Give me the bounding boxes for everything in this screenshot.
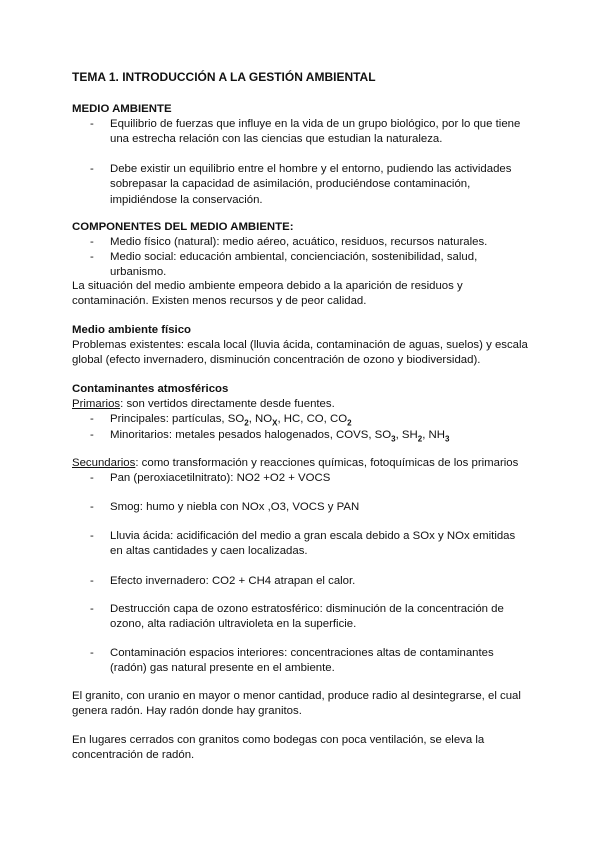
list-item [90,428,530,443]
bullet-dash: - [90,163,94,175]
paragraph-secundarios [72,456,532,471]
paragraph-medio-fisico: Problemas existentes: escala local (lluvia ácida, contaminación de aguas, suelos) y escala global (efecto invernadero, disminución concentración de ozono y biodiversidad). [72,339,528,367]
list-item [90,412,530,427]
paragraph-primarios [72,397,532,412]
list-item-text: Pan (peroxiacetilnitrato): NO2 +O2 + VOCS [110,472,331,484]
bullet-dash: - [90,118,94,130]
bullet-dash: - [90,251,94,263]
list-item [90,646,530,677]
list-item [90,235,530,250]
list-item-text: Lluvia ácida: acidificación del medio a gran escala debido a SOx y NOx emitidas en altas cantidades y caen localizadas. [110,530,516,558]
bullet-dash: - [90,575,94,587]
list-item-text: Medio físico (natural): medio aéreo, acuático, residuos, recursos naturales. [110,236,488,248]
list-item-text: Debe existir un equilibrio entre el hombre y el entorno, pudiendo las actividades sobrepasar la capacidad de asimilación, produciéndose contaminación, impidiéndose la conservación. [110,163,512,206]
primarios-label: Primarios [72,398,121,410]
list-item [90,574,530,589]
list-item [90,117,530,148]
list-item-text: Principales: partículas, $SO_2$, $NO_X$, HC, CO, $CO_2$ [110,413,352,428]
bullet-dash: - [90,647,94,659]
bullet-dash: - [90,413,94,425]
bullet-dash: - [90,429,94,441]
list-item [90,250,530,281]
list-item [90,500,530,515]
bullet-dash: - [90,236,94,248]
list-item-text: Contaminación espacios interiores: concentraciones altas de contaminantes (radón) gas natural presente en el ambiente. [110,647,494,675]
paragraph-lugares: En lugares cerrados con granitos como bodegas con poca ventilación, se eleva la concentración de radón. [72,734,485,762]
list-item-text: Smog: humo y niebla con NOx ,O3, VOCS y PAN [110,501,360,513]
document-title: TEMA 1. INTRODUCCIÓN A LA GESTIÓN AMBIENTAL [72,70,376,84]
bullet-dash: - [90,501,94,513]
paragraph-granito: El granito, con uranio en mayor o menor cantidad, produce radio al desintegrarse, el cual genera radón. Hay radón donde hay granitos. [72,690,521,718]
heading-medio-fisico: Medio ambiente físico [72,324,191,336]
list-item [90,602,530,633]
heading-medio-ambiente: MEDIO AMBIENTE [72,103,172,115]
primarios-text: : son vertidos directamente desde fuentes. [120,398,335,410]
bullet-dash: - [90,472,94,484]
list-item [90,471,530,486]
heading-componentes: COMPONENTES DEL MEDIO AMBIENTE: [72,221,294,233]
list-item-text: Destrucción capa de ozono estratosférico: disminución de la concentración de ozono, alta radiación ultravioleta en la superficie. [110,603,504,631]
bullet-dash: - [90,603,94,615]
list-item-text: Efecto invernadero: CO2 + CH4 atrapan el calor. [110,575,356,587]
secundarios-text: : como transformación y reacciones químicas, fotoquímicas de los primarios [135,457,519,469]
list-item-text: Equilibrio de fuerzas que influye en la vida de un grupo biológico, por lo que tiene una estrecha relación con las ciencias que estudian la naturaleza. [110,118,521,146]
list-item-text: Minoritarios: metales pesados halogenados, COVS, $SO_3$, $SH_2$, $NH_3$ [110,429,450,444]
heading-contaminantes: Contaminantes atmosféricos [72,383,229,395]
list-item-text: Medio social: educación ambiental, concienciación, sostenibilidad, salud, urbanismo. [110,251,478,279]
list-item [90,162,530,208]
list-item [90,529,530,560]
secundarios-label: Secundarios [72,457,136,469]
paragraph-situacion: La situación del medio ambiente empeora debido a la aparición de residuos y contaminación. Existen menos recursos y de peor calidad. [72,280,463,308]
bullet-dash: - [90,530,94,542]
